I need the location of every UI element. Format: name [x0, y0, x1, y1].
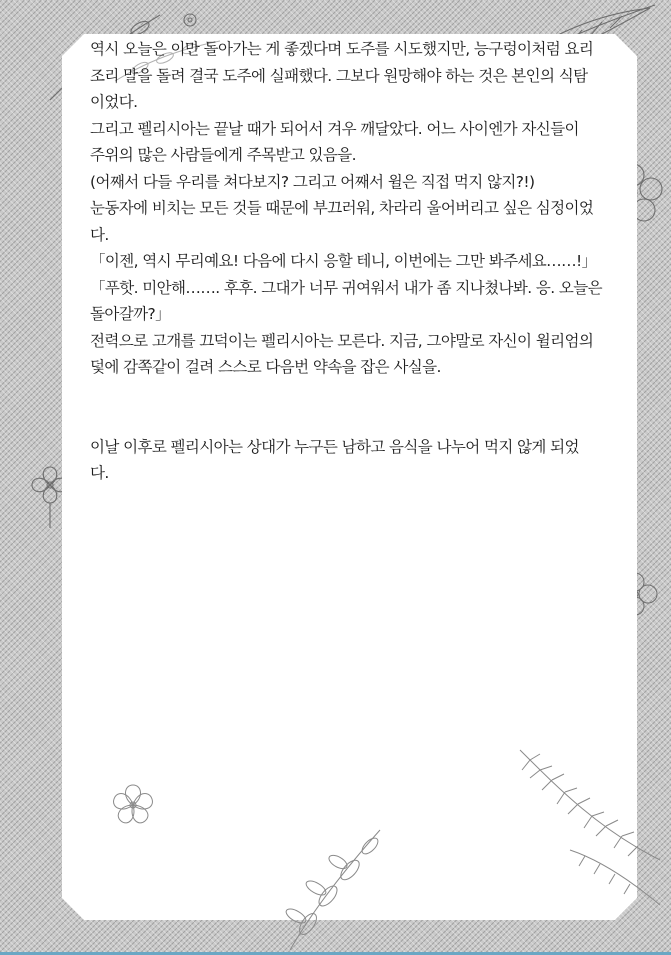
text-line: 전력으로 고개를 끄덕이는 펠리시아는 모른다. 지금, 그야말로 자신이 윌리엄의	[90, 331, 594, 350]
text-line: 주위의 많은 사람들에게 주목받고 있음을.	[90, 146, 356, 164]
text-line: 「이젠, 역시 무리예요! 다음에 다시 응할 테니, 이번에는 그만 봐주세요……!」	[90, 252, 597, 270]
text-line: 덫에 감쪽같이 걸려 스스로 다음번 약속을 잡은 사실을.	[90, 358, 441, 376]
text-line: 다.	[90, 225, 109, 244]
section-gap	[90, 381, 605, 434]
story-text	[90, 36, 605, 487]
text-line: 이었다.	[90, 93, 138, 111]
text-line: 이날 이후로 펠리시아는 상대가 누구든 남하고 음식을 나누어 먹지 않게 되었	[90, 437, 579, 456]
text-line: 다.	[90, 464, 109, 482]
text-line: 조리 말을 돌려 결국 도주에 실패했다. 그보다 원망해야 하는 것은 본인의 식탐	[90, 66, 588, 85]
dialogue	[90, 275, 605, 328]
text-line: (어째서 다들 우리를 쳐다보지? 그리고 어째서 윌은 직접 먹지 않지?!)	[90, 172, 535, 191]
text-line: 역시 오늘은 이만 돌아가는 게 좋겠다며 도주를 시도했지만, 능구렁이처럼 요리	[90, 40, 594, 58]
dialogue	[90, 248, 605, 275]
text-line: 그리고 펠리시아는 끝날 때가 되어서 겨우 깨달았다. 어느 사이엔가 자신들이	[90, 119, 579, 138]
text-line: 눈동자에 비치는 모든 것들 때문에 부끄러워, 차라리 울어버리고 싶은 심정이었	[90, 199, 594, 217]
paragraph	[90, 36, 605, 116]
text-line: 「푸핫. 미안해……. 후후. 그대가 너무 귀여워서 내가 좀 지나쳤나봐. 응. 오늘은	[90, 278, 603, 297]
paragraph	[90, 434, 605, 487]
paragraph	[90, 169, 605, 196]
text-line: 돌아갈까?」	[90, 305, 171, 323]
paragraph	[90, 195, 605, 248]
paragraph	[90, 116, 605, 169]
paragraph	[90, 328, 605, 381]
